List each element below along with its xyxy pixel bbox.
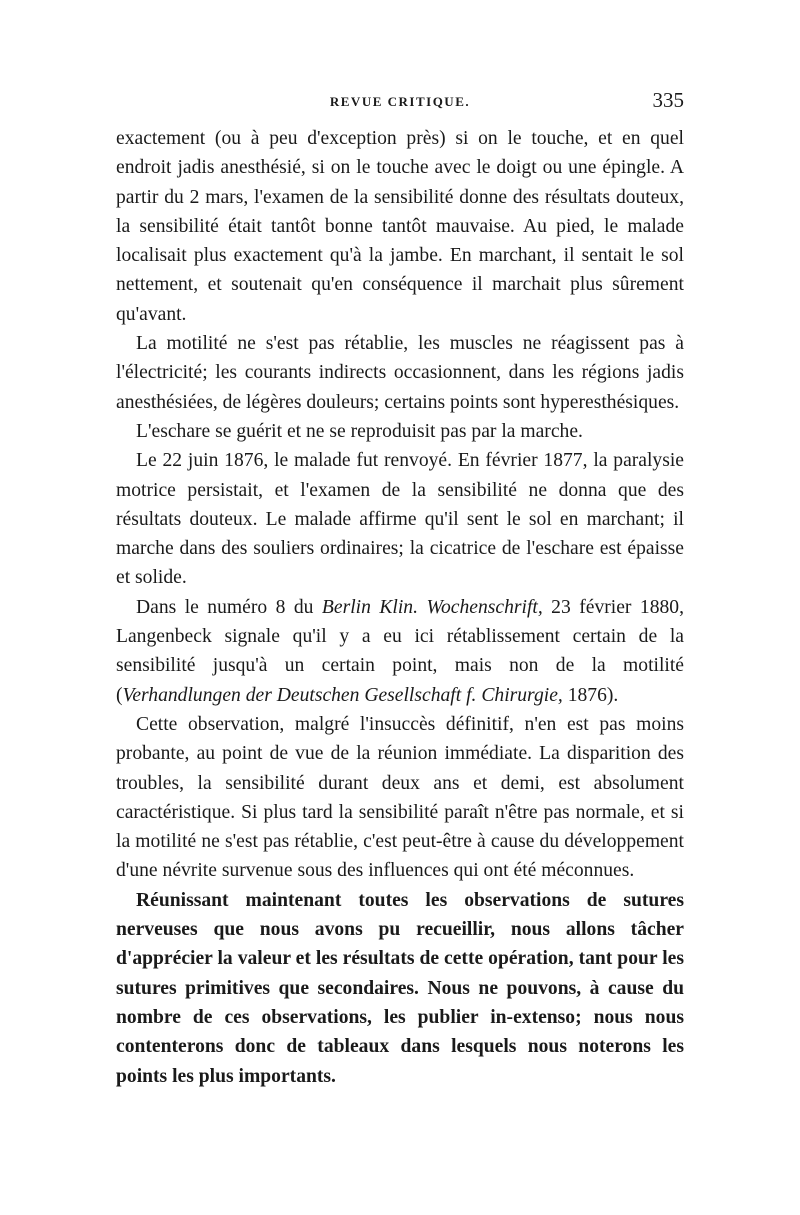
proceedings-title: Verhandlungen der Deutschen Gesellschaft f. Chirurgie, [122,684,563,706]
paragraph-1-text: exactement (ou à peu d'exception près) si on le touche, et en quel endroit jadis anesthésié, si on le touche avec le doigt ou une épingle. A partir du 2 mars, l'examen de la sensibilité donne des résultats douteux, la sensibilité était tantôt bonne tantôt mauvaise. Au pied, le malade localisait plus exactement qu'à la jambe. En marchant, il sentait le sol nettement, et soutenait qu'en conséquence il marchait plus sûrement qu'avant. [116,128,684,325]
paragraph-2-text: La motilité ne s'est pas rétablie, les muscles ne réagissent pas à l'électricité; les courants indirects occasionnent, dans les régions jadis anesthésiées, de légères douleurs; certains points sont hyperesthésiques. [116,333,684,413]
paragraph-6-text: Cette observation, malgré l'insuccès définitif, n'en est pas moins probante, au point de vue de la réunion immédiate. La disparition des troubles, la sensibilité durant deux ans et demi, est absolument caractéristique. Si plus tard la sensibilité paraît n'être pas normale, et si la motilité ne s'est pas rétablie, c'est peut-être à cause du développement d'une névrite survenue sous des influences qui ont été méconnues. [116,713,684,882]
paragraph-3 [116,417,684,446]
paragraph-5-text-a: Dans le numéro 8 du [136,596,322,618]
journal-title: Berlin Klin. Wochenschrift, [321,596,543,618]
document-page [116,88,684,1091]
paragraph-5-text-c: 1876). [562,684,619,706]
paragraph-2 [116,329,684,417]
paragraph-4 [116,446,684,592]
paragraph-5-text-b: 23 février 1880, Langenbeck signale qu'il y a eu ici rétablissement certain de la sensibilité jusqu'à un certain point, mais non de la motilité ( [116,596,684,706]
body-text [116,124,684,1091]
paragraph-7 [116,886,684,1091]
running-header [116,88,684,124]
paragraph-4-text: Le 22 juin 1876, le malade fut renvoyé. En février 1877, la paralysie motrice persistait, et l'examen de la sensibilité ne donna que des résultats douteux. Le malade affirme qu'il sent le sol en marchant; il marche dans des souliers ordinaires; la cicatrice de l'eschare est épaisse et solide. [116,450,684,589]
paragraph-3-text: L'eschare se guérit et ne se reproduisit pas par la marche. [136,420,583,442]
paragraph-5 [116,593,684,710]
paragraph-7-text: Réunissant maintenant toutes les observations de sutures nerveuses que nous avons pu recueillir, nous allons tâcher d'apprécier la valeur et les résultats de cette opération, tant pour les sutures primitives que secondaires. Nous ne pouvons, à cause du nombre de ces observations, les publier in-extenso; nous nous contenterons donc de tableaux dans lesquels nous noterons les points les plus importants. [116,889,684,1087]
paragraph-6 [116,710,684,886]
running-title: REVUE CRITIQUE. [329,94,471,109]
paragraph-1 [116,124,684,329]
page-number: 335 [652,88,684,112]
